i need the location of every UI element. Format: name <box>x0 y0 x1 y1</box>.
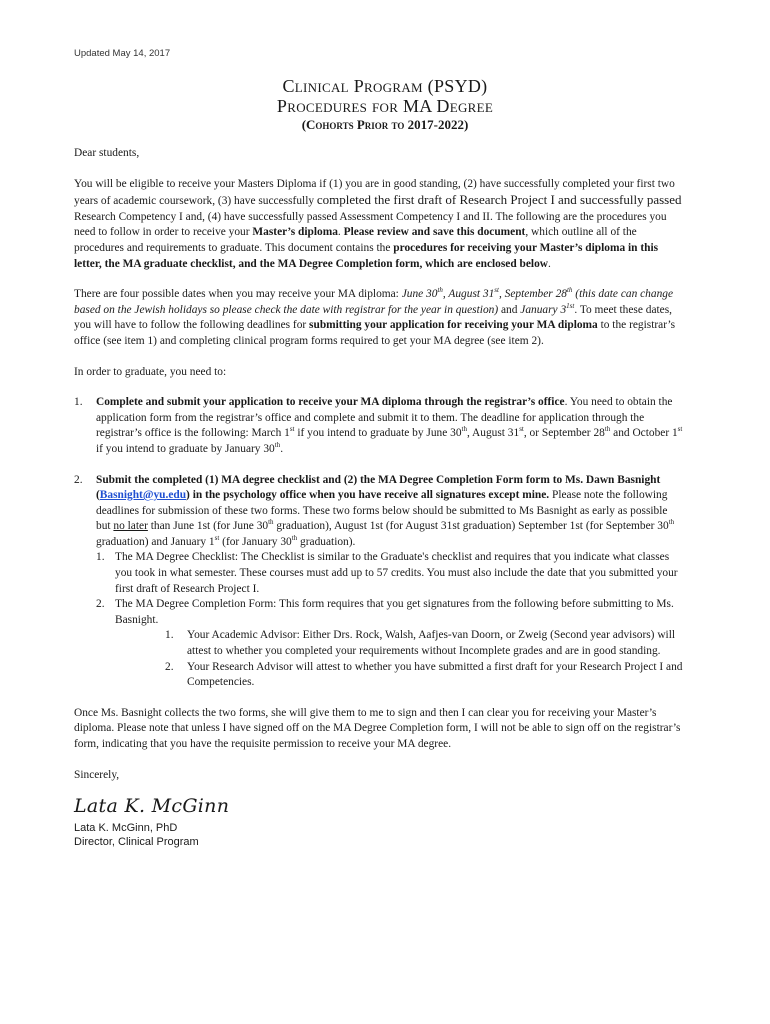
paragraph-eligibility <box>74 177 684 273</box>
page-subtitle: (Cohorts Prior to 2017-2022) <box>301 117 469 132</box>
text-run: (this date can change based on the Jewish holidays so please check the date with registrar for the year in question) <box>74 288 674 316</box>
page-title: Clinical Program (PSYD) <box>282 76 488 96</box>
list-number: 1. <box>74 396 83 409</box>
text-run: st <box>519 425 524 434</box>
text-run: , or September 28 <box>523 427 605 440</box>
text-run: th <box>291 534 298 543</box>
text-run: The MA Degree Completion Form: This form requires that you get signatures from the following before submitting to Ms. Basnight. <box>115 598 674 626</box>
sub-sub-list-item <box>74 660 684 691</box>
list-number: 2. <box>165 660 174 673</box>
text-run: , September 28 <box>498 288 567 301</box>
text-run: graduation) and January 1 <box>96 535 215 548</box>
greeting: Dear students, <box>74 147 140 159</box>
text-run: procedures for receiving your Master’s diploma in this letter, the MA graduate checklist, and the MA Degree Completion form, which are enclosed below <box>74 241 659 270</box>
text-run: and October 1 <box>610 427 678 440</box>
text-run: Research Competency I and, (4) have successfully passed Assessment Competency I and II. The following are the procedures you need to follow in order to receive your <box>74 210 667 239</box>
text-run: . <box>548 257 551 270</box>
text-run: submitting your application for receiving your MA diploma <box>309 319 598 332</box>
paragraph-clearance: Once Ms. Basnight collects the two forms, she will give them to me to sign and then I can clear you for receiving your Master’s diploma. Please note that unless I have signed off on the MA Degree Completion form, I will not be able to sign off on the registrar’s form, indicating that you have the requisite permission to receive your MA degree. <box>74 706 681 750</box>
signature: Lata K. McGinn <box>74 795 230 818</box>
text-run: to the registrar’s office (see item 1) and completing clinical program forms required to get your MA degree (see item 2). <box>74 319 676 347</box>
title-block <box>0 76 770 133</box>
text-run: . To meet these dates, you will have to follow the following deadlines for <box>74 303 673 332</box>
paragraph-intro-list: In order to graduate, you need to: <box>74 365 227 378</box>
text-run: . <box>280 442 284 455</box>
text-run: th <box>268 518 274 527</box>
text-run: You will be eligible to receive your Masters Diploma if (1) you are in good standing, (2) have successfully completed your first two years of academic coursework, (3) have successfully <box>74 177 675 208</box>
text-run: (for January 30 <box>219 535 292 548</box>
text-run: completed the first draft of Research Project I and successfully passed <box>316 192 682 208</box>
text-run: th <box>461 425 467 434</box>
text-run: st <box>289 425 295 434</box>
sub-sub-list-item <box>74 628 684 659</box>
requirements-list <box>74 395 684 550</box>
email-link[interactable]: Basnight@yu.edu <box>99 489 187 502</box>
signer-title: Director, Clinical Program <box>74 836 199 849</box>
text-run: 1st <box>566 301 575 310</box>
text-run: st <box>214 534 220 543</box>
text-run: Submit the completed (1) MA degree checklist and (2) the MA Degree Completion Form form to Ms. Dawn Basnight ( <box>96 473 661 502</box>
list-item <box>74 395 684 457</box>
updated-date: Updated May 14, 2017 <box>74 48 171 59</box>
text-run: graduation). <box>297 535 356 548</box>
closing: Sincerely, <box>74 768 120 781</box>
text-run: graduation), August 1st (for August 31st graduation) September 1st (for September 30 <box>273 520 669 533</box>
sub-list-item <box>74 597 684 628</box>
sub-list-item <box>74 550 684 597</box>
list-number: 1. <box>165 629 174 642</box>
text-run: . <box>337 226 344 239</box>
text-run: , which outline all of the procedures and requirements to graduate. This document contains the <box>74 226 637 254</box>
text-run: th <box>437 286 443 295</box>
list-number: 2. <box>96 598 105 611</box>
text-run: Please note the following deadlines for submission of these two forms. These two forms below should be submitted to Ms Basnight as early as possible but <box>96 489 668 533</box>
text-run: if you intend to graduate by June 30 <box>294 427 462 440</box>
text-run: The MA Degree Checklist: The Checklist is similar to the Graduate's checklist and requires that you indicate what classes you took in what semester. These courses must add up to 57 credits. You must also include the date that you submitted your first draft of Research Project I. <box>115 551 678 595</box>
text-run: June 30 <box>401 288 438 301</box>
text-run: . You need to obtain the application form from the registrar’s office and complete and submit it to them. The deadline for application through the registrar’s office is the following: March 1 <box>96 396 673 440</box>
list-number: 1. <box>96 551 105 564</box>
text-run: January 3 <box>520 303 567 316</box>
letter-body <box>74 146 684 849</box>
text-run: and <box>498 303 521 316</box>
text-run: Please review and save this document <box>343 226 526 239</box>
text-run: Master’s diploma <box>252 226 338 239</box>
text-run: than June 1st (for June 30 <box>147 520 269 533</box>
text-run: st <box>677 425 683 434</box>
text-run: There are four possible dates when you may receive your MA diploma: <box>74 288 402 301</box>
text-run: Your Academic Advisor: Either Drs. Rock, Walsh, Aafjes-van Doorn, or Zweig (Second year advisors) will attest to whether you completed your requirements without Incomplete grades and are in good standing. <box>187 629 676 658</box>
signer-name: Lata K. McGinn, PhD <box>74 822 178 835</box>
text-run: th <box>668 518 675 527</box>
list-number: 2. <box>74 473 83 486</box>
text-run: th <box>274 441 281 450</box>
paragraph-dates <box>74 287 684 349</box>
text-run: th <box>604 425 611 434</box>
page-title-line2: Procedures for MA Degree <box>276 96 494 116</box>
text-run: th <box>566 286 573 295</box>
text-run: st <box>494 286 499 295</box>
text-run: Complete and submit your application to receive your MA diploma through the registrar’s office <box>96 396 565 409</box>
text-run: , August 31 <box>466 427 520 440</box>
text-run: if you intend to graduate by January 30 <box>96 442 275 455</box>
text-run: ) in the psychology office when you have receive all signatures except mine. <box>186 489 550 502</box>
text-run: Your Research Advisor will attest to whether you have submitted a first draft for your Research Project I and Competencies. <box>187 660 683 689</box>
text-run: no later <box>113 520 148 533</box>
text-run: , August 31 <box>442 288 495 301</box>
list-item <box>74 473 684 551</box>
